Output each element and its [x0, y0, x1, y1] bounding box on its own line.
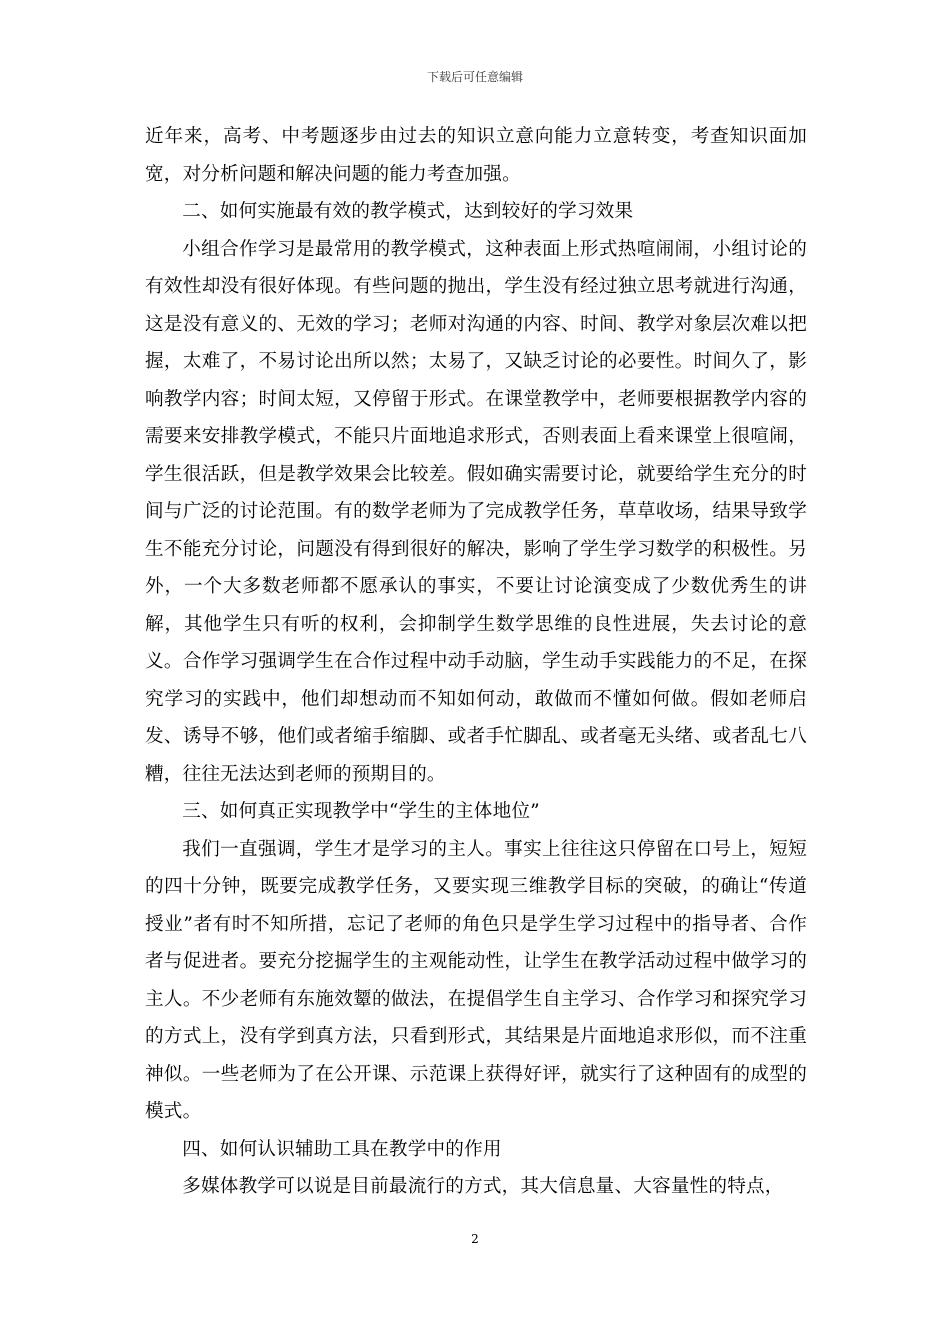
section-heading-two: 二、如何实施最有效的教学模式，达到较好的学习效果 — [182, 201, 634, 222]
page-header: 下载后可任意编辑 — [426, 70, 523, 84]
page-number: 2 — [471, 1232, 479, 1246]
section-heading-four: 四、如何认识辅助工具在教学中的作用 — [182, 1138, 502, 1160]
section-heading-three: 三、如何真正实现教学中“学生的主体地位” — [182, 801, 540, 822]
paragraph-group-learning: 小组合作学习是最常用的教学模式，这种表面上形式热喧闹闹，小组讨论的有效性却没有很好体现。有些问题的抛出，学生没有经过独立思考就进行沟通，这是没有意义的、无效的学习；老师对沟通的内容、时间、教学对象层次难以把握，太难了，不易讨论出所以然；太易了，又缺乏讨论的必要性。时间久了，影响教学内容；时间太短，又停留于形式。在课堂教学中，老师要根据教学内容的需要来安排教学模式，不能只片面地追求形式，否则表面上看来课堂上很喧闹，学生很活跃，但是教学效果会比较差。假如确实需要讨论，就要给学生充分的时间与广泛的讨论范围。有的数学老师为了完成教学任务，草草收场，结果导致学生不能充分讨论，问题没有得到很好的解决，影响了学生学习数学的积极性。另外，一个大多数老师都不愿承认的事实，不要让讨论演变成了少数优秀生的讲解，其他学生只有听的权利，会抑制学生数学思维的良性进展，失去讨论的意义。合作学习强调学生在合作过程中动手动脑，学生动手实践能力的不足，在探究学习的实践中，他们却想动而不知如何动，敢做而不懂如何做。假如老师启发、诱导不够，他们或者缩手缩脚、或者手忙脚乱、或者毫无头绪、或者乱七八糟，往往无法达到老师的预期目的。 — [145, 238, 807, 785]
paragraph-intro-continuation: 近年来，高考、中考题逐步由过去的知识立意向能力立意转变，考查知识面加宽，对分析问题和解决问题的能力考查加强。 — [145, 126, 807, 185]
paragraph-student-subject: 我们一直强调，学生才是学习的主人。事实上往往这只停留在口号上，短短的四十分钟，既要完成教学任务，又要实现三维教学目标的突破，的确让“传道授业”者有时不知所措，忘记了老师的角色只是学生学习过程中的指导者、合作者与促进者。要充分挖掘学生的主观能动性，让学生在教学活动过程中做学习的主人。不少老师有东施效颦的做法，在提倡学生自主学习、合作学习和探究学习的方式上，没有学到真方法，只看到形式，其结果是片面地追求形似，而不注重神似。一些老师为了在公开课、示范课上获得好评，就实行了这种固有的成型的模式。 — [145, 838, 807, 1122]
document-body — [145, 118, 807, 1206]
paragraph-multimedia: 多媒体教学可以说是目前最流行的方式，其大信息量、大容量性的特点， — [182, 1176, 784, 1197]
